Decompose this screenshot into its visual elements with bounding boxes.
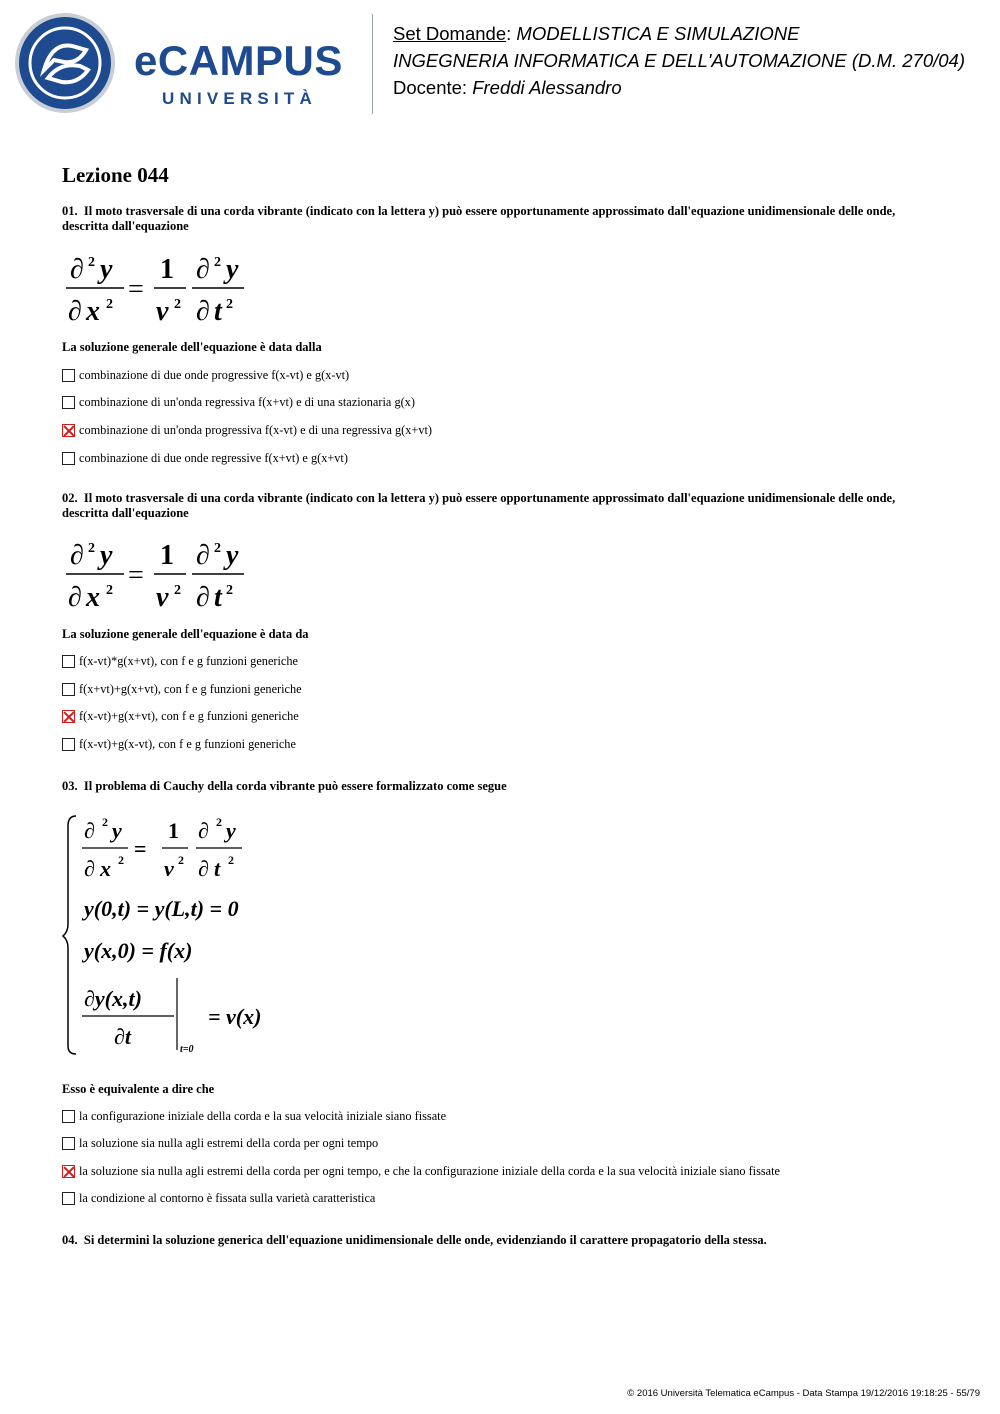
checked-checkbox[interactable]	[62, 1165, 75, 1178]
svg-text:x: x	[86, 582, 100, 613]
answer-option[interactable]	[62, 653, 298, 669]
checked-checkbox[interactable]	[62, 424, 75, 437]
checkbox[interactable]	[62, 683, 75, 696]
checkbox[interactable]	[62, 396, 75, 409]
question-02	[62, 491, 932, 520]
svg-text:t: t	[214, 856, 221, 881]
svg-text:y: y	[100, 540, 113, 571]
svg-text:y: y	[226, 540, 239, 571]
svg-text:t: t	[214, 582, 222, 613]
cauchy-problem-system	[62, 812, 322, 1062]
svg-text:v: v	[156, 296, 169, 327]
question-text: Si determini la soluzione generica dell'equazione unidimensionale delle onde, evidenziando il carattere propagatorio della stessa.	[83, 1233, 767, 1247]
question-number: 02.	[62, 491, 78, 505]
header-course-line: Set Domande: MODELLISTICA E SIMULAZIONE	[393, 23, 800, 44]
course-name: MODELLISTICA E SIMULAZIONE	[516, 23, 800, 44]
svg-text:1: 1	[168, 818, 179, 843]
svg-text:∂: ∂	[198, 818, 209, 843]
svg-text:∂t: ∂t	[114, 1024, 131, 1049]
question-number: 03.	[62, 779, 78, 793]
question-text: Il problema di Cauchy della corda vibrante può essere formalizzato come segue	[83, 779, 507, 793]
svg-text:v: v	[156, 582, 169, 613]
ecampus-logo-emblem	[14, 12, 116, 114]
answer-option-selected[interactable]	[62, 708, 299, 724]
option-text: f(x-vt)+g(x+vt), con f e g funzioni generiche	[79, 708, 299, 723]
checkbox[interactable]	[62, 452, 75, 465]
option-text: combinazione di due onde progressive f(x-vt) e g(x-vt)	[79, 367, 350, 382]
wave-equation-01	[64, 250, 254, 330]
svg-text:y(0,t) = y(L,t) = 0: y(0,t) = y(L,t) = 0	[84, 896, 239, 921]
set-label: Set Domande	[393, 23, 507, 44]
svg-text:∂: ∂	[70, 254, 84, 285]
option-text: f(x+vt)+g(x+vt), con f e g funzioni generiche	[79, 681, 302, 696]
svg-text:2: 2	[174, 297, 181, 312]
svg-text:∂: ∂	[84, 818, 95, 843]
svg-text:∂: ∂	[198, 856, 209, 881]
svg-text:∂: ∂	[196, 254, 210, 285]
teacher-name: Freddi Alessandro	[472, 77, 622, 98]
degree-name: INGEGNERIA INFORMATICA E DELL'AUTOMAZIONE (D.M. 270/04)	[393, 50, 965, 71]
svg-text:1: 1	[160, 540, 174, 571]
answer-option[interactable]	[62, 367, 349, 383]
svg-text:2: 2	[174, 583, 181, 598]
question-01-subtext: La soluzione generale dell'equazione è data dalla	[62, 340, 322, 354]
svg-text:1: 1	[160, 254, 174, 285]
svg-text:y: y	[226, 818, 236, 843]
question-01	[62, 204, 932, 233]
svg-text:2: 2	[178, 853, 184, 867]
answer-option[interactable]	[62, 1190, 375, 1206]
svg-text:=: =	[128, 274, 144, 305]
svg-text:y(x,0) = f(x): y(x,0) = f(x)	[84, 938, 193, 963]
answer-option[interactable]	[62, 1135, 378, 1151]
answer-option[interactable]	[62, 681, 302, 697]
question-text: Il moto trasversale di una corda vibrante (indicato con la lettera y) può essere opportunamente approssimato dall'equazione unidimensionale delle onde, descritta dall'equazione	[62, 491, 896, 520]
answer-option[interactable]	[62, 1108, 446, 1124]
header-divider	[372, 14, 373, 114]
svg-text:t=0: t=0	[180, 1044, 194, 1055]
option-text: f(x-vt)+g(x-vt), con f e g funzioni generiche	[79, 736, 296, 751]
teacher-label: Docente	[393, 77, 462, 98]
svg-text:2: 2	[228, 853, 234, 867]
question-03	[62, 779, 932, 794]
svg-text:∂: ∂	[84, 856, 95, 881]
ecampus-logo-subtext: UNIVERSITÀ	[162, 89, 317, 108]
svg-text:=: =	[128, 560, 144, 591]
svg-text:t: t	[214, 296, 222, 327]
svg-text:v: v	[164, 856, 174, 881]
checked-checkbox[interactable]	[62, 710, 75, 723]
question-02-subtext: La soluzione generale dell'equazione è data da	[62, 627, 309, 641]
option-text: combinazione di due onde regressive f(x+vt) e g(x+vt)	[79, 450, 348, 465]
checkbox[interactable]	[62, 1137, 75, 1150]
svg-text:2: 2	[102, 815, 108, 829]
svg-text:2: 2	[214, 255, 221, 270]
lesson-title: Lezione 044	[62, 163, 169, 187]
answer-option[interactable]	[62, 450, 348, 466]
option-text: la condizione al contorno è fissata sulla varietà caratteristica	[79, 1190, 376, 1205]
svg-text:2: 2	[88, 255, 95, 270]
svg-text:2: 2	[226, 583, 233, 598]
svg-text:∂: ∂	[68, 296, 82, 327]
option-text: combinazione di un'onda regressiva f(x+vt) e di una stazionaria g(x)	[79, 394, 415, 409]
svg-text:2: 2	[226, 297, 233, 312]
ecampus-logo-text: eCAMPUS	[134, 37, 343, 84]
svg-text:x: x	[86, 296, 100, 327]
svg-text:x: x	[100, 856, 111, 881]
question-number: 01.	[62, 204, 78, 218]
svg-text:=: =	[134, 836, 147, 861]
question-04	[62, 1233, 932, 1248]
svg-text:∂: ∂	[68, 582, 82, 613]
svg-text:2: 2	[106, 297, 113, 312]
checkbox[interactable]	[62, 1192, 75, 1205]
svg-text:∂: ∂	[196, 540, 210, 571]
answer-option[interactable]	[62, 736, 296, 752]
svg-text:2: 2	[214, 541, 221, 556]
wave-equation-02	[64, 536, 254, 616]
option-text: la soluzione sia nulla agli estremi della corda per ogni tempo, e che la configurazione iniziale della corda e la sua velocità iniziale siano fissate	[79, 1163, 780, 1178]
answer-option[interactable]	[62, 394, 415, 410]
checkbox[interactable]	[62, 1110, 75, 1123]
svg-text:2: 2	[106, 583, 113, 598]
question-03-subtext: Esso è equivalente a dire che	[62, 1082, 215, 1096]
svg-text:∂: ∂	[196, 296, 210, 327]
checkbox[interactable]	[62, 738, 75, 751]
svg-text:∂y(x,t): ∂y(x,t)	[84, 986, 142, 1011]
header-teacher-line: Docente: Freddi Alessandro	[393, 77, 622, 98]
svg-text:y: y	[112, 818, 122, 843]
checkbox[interactable]	[62, 655, 75, 668]
svg-text:2: 2	[216, 815, 222, 829]
page-footer: © 2016 Università Telematica eCampus - Data Stampa 19/12/2016 19:18:25 - 55/79	[627, 1388, 980, 1399]
option-text: la soluzione sia nulla agli estremi della corda per ogni tempo	[79, 1135, 379, 1150]
svg-text:= v(x): = v(x)	[208, 1004, 262, 1029]
svg-text:y: y	[100, 254, 113, 285]
option-text: combinazione di un'onda progressiva f(x-vt) e di una regressiva g(x+vt)	[79, 422, 433, 437]
option-text: la configurazione iniziale della corda e la sua velocità iniziale siano fissate	[79, 1108, 447, 1123]
question-number: 04.	[62, 1233, 78, 1247]
svg-text:∂: ∂	[196, 582, 210, 613]
option-text: f(x-vt)*g(x+vt), con f e g funzioni generiche	[79, 653, 298, 668]
svg-text:y: y	[226, 254, 239, 285]
answer-option-selected[interactable]	[62, 422, 432, 438]
svg-text:2: 2	[118, 853, 124, 867]
checkbox[interactable]	[62, 369, 75, 382]
question-text: Il moto trasversale di una corda vibrante (indicato con la lettera y) può essere opportunamente approssimato dall'equazione unidimensionale delle onde, descritta dall'equazione	[62, 204, 896, 233]
header-degree-line	[393, 52, 965, 71]
svg-text:2: 2	[88, 541, 95, 556]
answer-option-selected[interactable]	[62, 1163, 780, 1179]
svg-text:∂: ∂	[70, 540, 84, 571]
